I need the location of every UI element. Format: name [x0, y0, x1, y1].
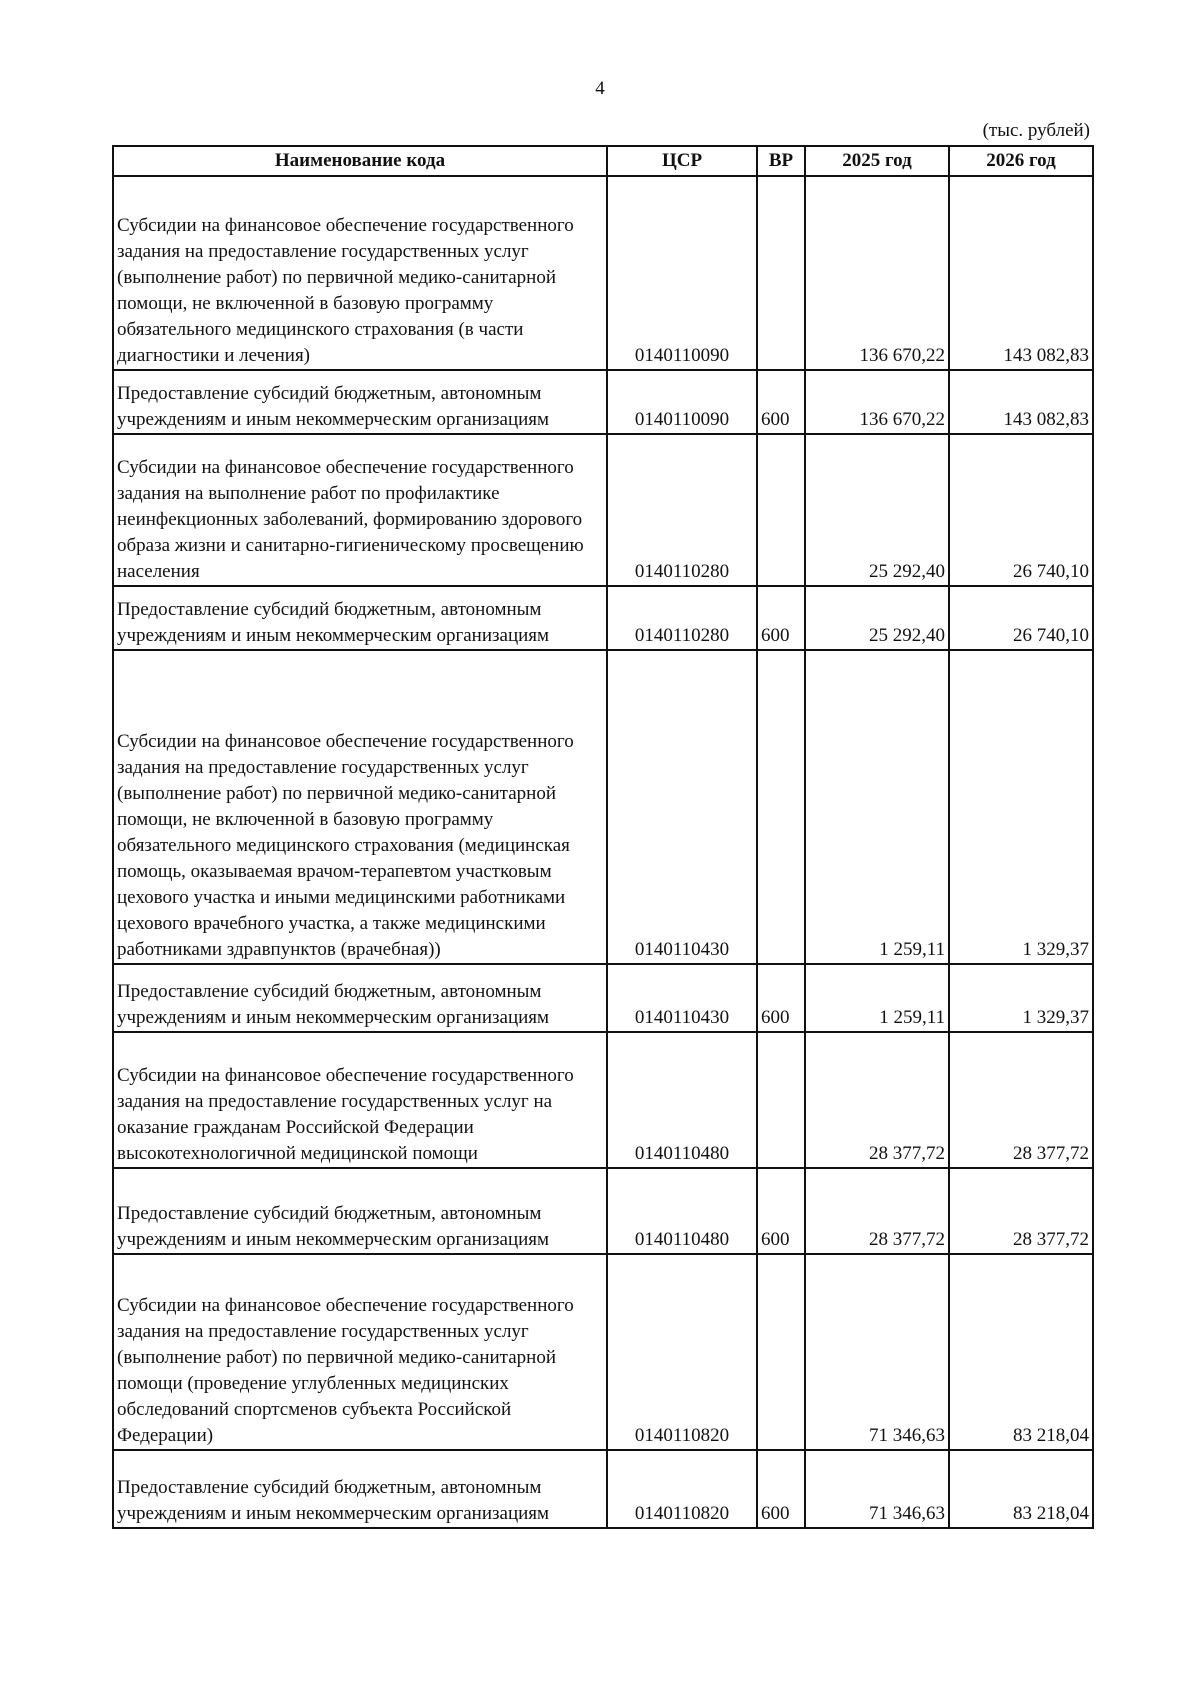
table-row	[113, 1450, 1093, 1528]
row-2026: 143 082,83	[949, 176, 1093, 370]
row-2025: 71 346,63	[805, 1450, 949, 1528]
row-2026: 26 740,10	[949, 586, 1093, 650]
row-2025: 25 292,40	[805, 434, 949, 586]
row-name: Предоставление субсидий бюджетным, автономным учреждениям и иным некоммерческим организациям	[113, 1168, 607, 1254]
row-vr	[757, 650, 805, 964]
row-2025: 25 292,40	[805, 586, 949, 650]
row-csr: 0140110280	[607, 434, 757, 586]
row-csr: 0140110480	[607, 1032, 757, 1168]
row-vr	[757, 434, 805, 586]
row-2026: 83 218,04	[949, 1450, 1093, 1528]
row-csr: 0140110090	[607, 370, 757, 434]
row-2026: 26 740,10	[949, 434, 1093, 586]
row-2026: 28 377,72	[949, 1168, 1093, 1254]
table-row	[113, 176, 1093, 370]
row-csr: 0140110480	[607, 1168, 757, 1254]
row-name: Субсидии на финансовое обеспечение государственного задания на предоставление государственных услуг (выполнение работ) по первичной медико-санитарной помощи, не включенной в базовую программу обязательного медицинского страхования (в части диагностики и лечения)	[113, 176, 607, 370]
table-row	[113, 1032, 1093, 1168]
row-2026: 83 218,04	[949, 1254, 1093, 1450]
row-csr: 0140110820	[607, 1254, 757, 1450]
row-2025: 1 259,11	[805, 964, 949, 1032]
row-name: Субсидии на финансовое обеспечение государственного задания на предоставление государственных услуг (выполнение работ) по первичной медико-санитарной помощи (проведение углубленных медицинских обследований спортсменов субъекта Российской Федерации)	[113, 1254, 607, 1450]
row-vr	[757, 1254, 805, 1450]
table-row	[113, 1168, 1093, 1254]
row-name: Предоставление субсидий бюджетным, автономным учреждениям и иным некоммерческим организациям	[113, 1450, 607, 1528]
table-row	[113, 434, 1093, 586]
header-2026: 2026 год	[949, 146, 1093, 176]
table-row	[113, 586, 1093, 650]
row-csr: 0140110280	[607, 586, 757, 650]
row-name: Предоставление субсидий бюджетным, автономным учреждениям и иным некоммерческим организациям	[113, 964, 607, 1032]
header-row	[113, 146, 1093, 176]
row-csr: 0140110430	[607, 964, 757, 1032]
page-number: 4	[595, 78, 605, 99]
row-name: Субсидии на финансовое обеспечение государственного задания на предоставление государственных услуг (выполнение работ) по первичной медико-санитарной помощи, не включенной в базовую программу обязательного медицинского страхования (медицинская помощь, оказываемая врачом-терапевтом участковым цехового участка и иными медицинскими работниками цехового врачебного участка, а также медицинскими работниками здравпунктов (врачебная))	[113, 650, 607, 964]
row-name: Предоставление субсидий бюджетным, автономным учреждениям и иным некоммерческим организациям	[113, 586, 607, 650]
table-row	[113, 650, 1093, 964]
row-vr	[757, 176, 805, 370]
header-2025: 2025 год	[805, 146, 949, 176]
row-2025: 1 259,11	[805, 650, 949, 964]
row-2025: 28 377,72	[805, 1032, 949, 1168]
table-row	[113, 370, 1093, 434]
row-2026: 143 082,83	[949, 370, 1093, 434]
row-vr: 600	[757, 1168, 805, 1254]
header-name: Наименование кода	[113, 146, 607, 176]
row-csr: 0140110430	[607, 650, 757, 964]
units-note: (тыс. рублей)	[982, 120, 1090, 141]
row-2025: 28 377,72	[805, 1168, 949, 1254]
row-2026: 1 329,37	[949, 650, 1093, 964]
row-2025: 71 346,63	[805, 1254, 949, 1450]
budget-table	[112, 145, 1094, 1529]
row-name: Субсидии на финансовое обеспечение государственного задания на выполнение работ по профилактике неинфекционных заболеваний, формированию здорового образа жизни и санитарно-гигиеническому просвещению населения	[113, 434, 607, 586]
row-csr: 0140110090	[607, 176, 757, 370]
row-2026: 1 329,37	[949, 964, 1093, 1032]
row-vr: 600	[757, 964, 805, 1032]
row-vr	[757, 1032, 805, 1168]
header-csr: ЦСР	[607, 146, 757, 176]
row-vr: 600	[757, 1450, 805, 1528]
table-row	[113, 1254, 1093, 1450]
row-2025: 136 670,22	[805, 370, 949, 434]
row-name: Субсидии на финансовое обеспечение государственного задания на предоставление государственных услуг на оказание гражданам Российской Федерации высокотехнологичной медицинской помощи	[113, 1032, 607, 1168]
row-name: Предоставление субсидий бюджетным, автономным учреждениям и иным некоммерческим организациям	[113, 370, 607, 434]
header-vr: ВР	[757, 146, 805, 176]
row-csr: 0140110820	[607, 1450, 757, 1528]
row-vr: 600	[757, 370, 805, 434]
row-2025: 136 670,22	[805, 176, 949, 370]
row-2026: 28 377,72	[949, 1032, 1093, 1168]
table-row	[113, 964, 1093, 1032]
row-vr: 600	[757, 586, 805, 650]
